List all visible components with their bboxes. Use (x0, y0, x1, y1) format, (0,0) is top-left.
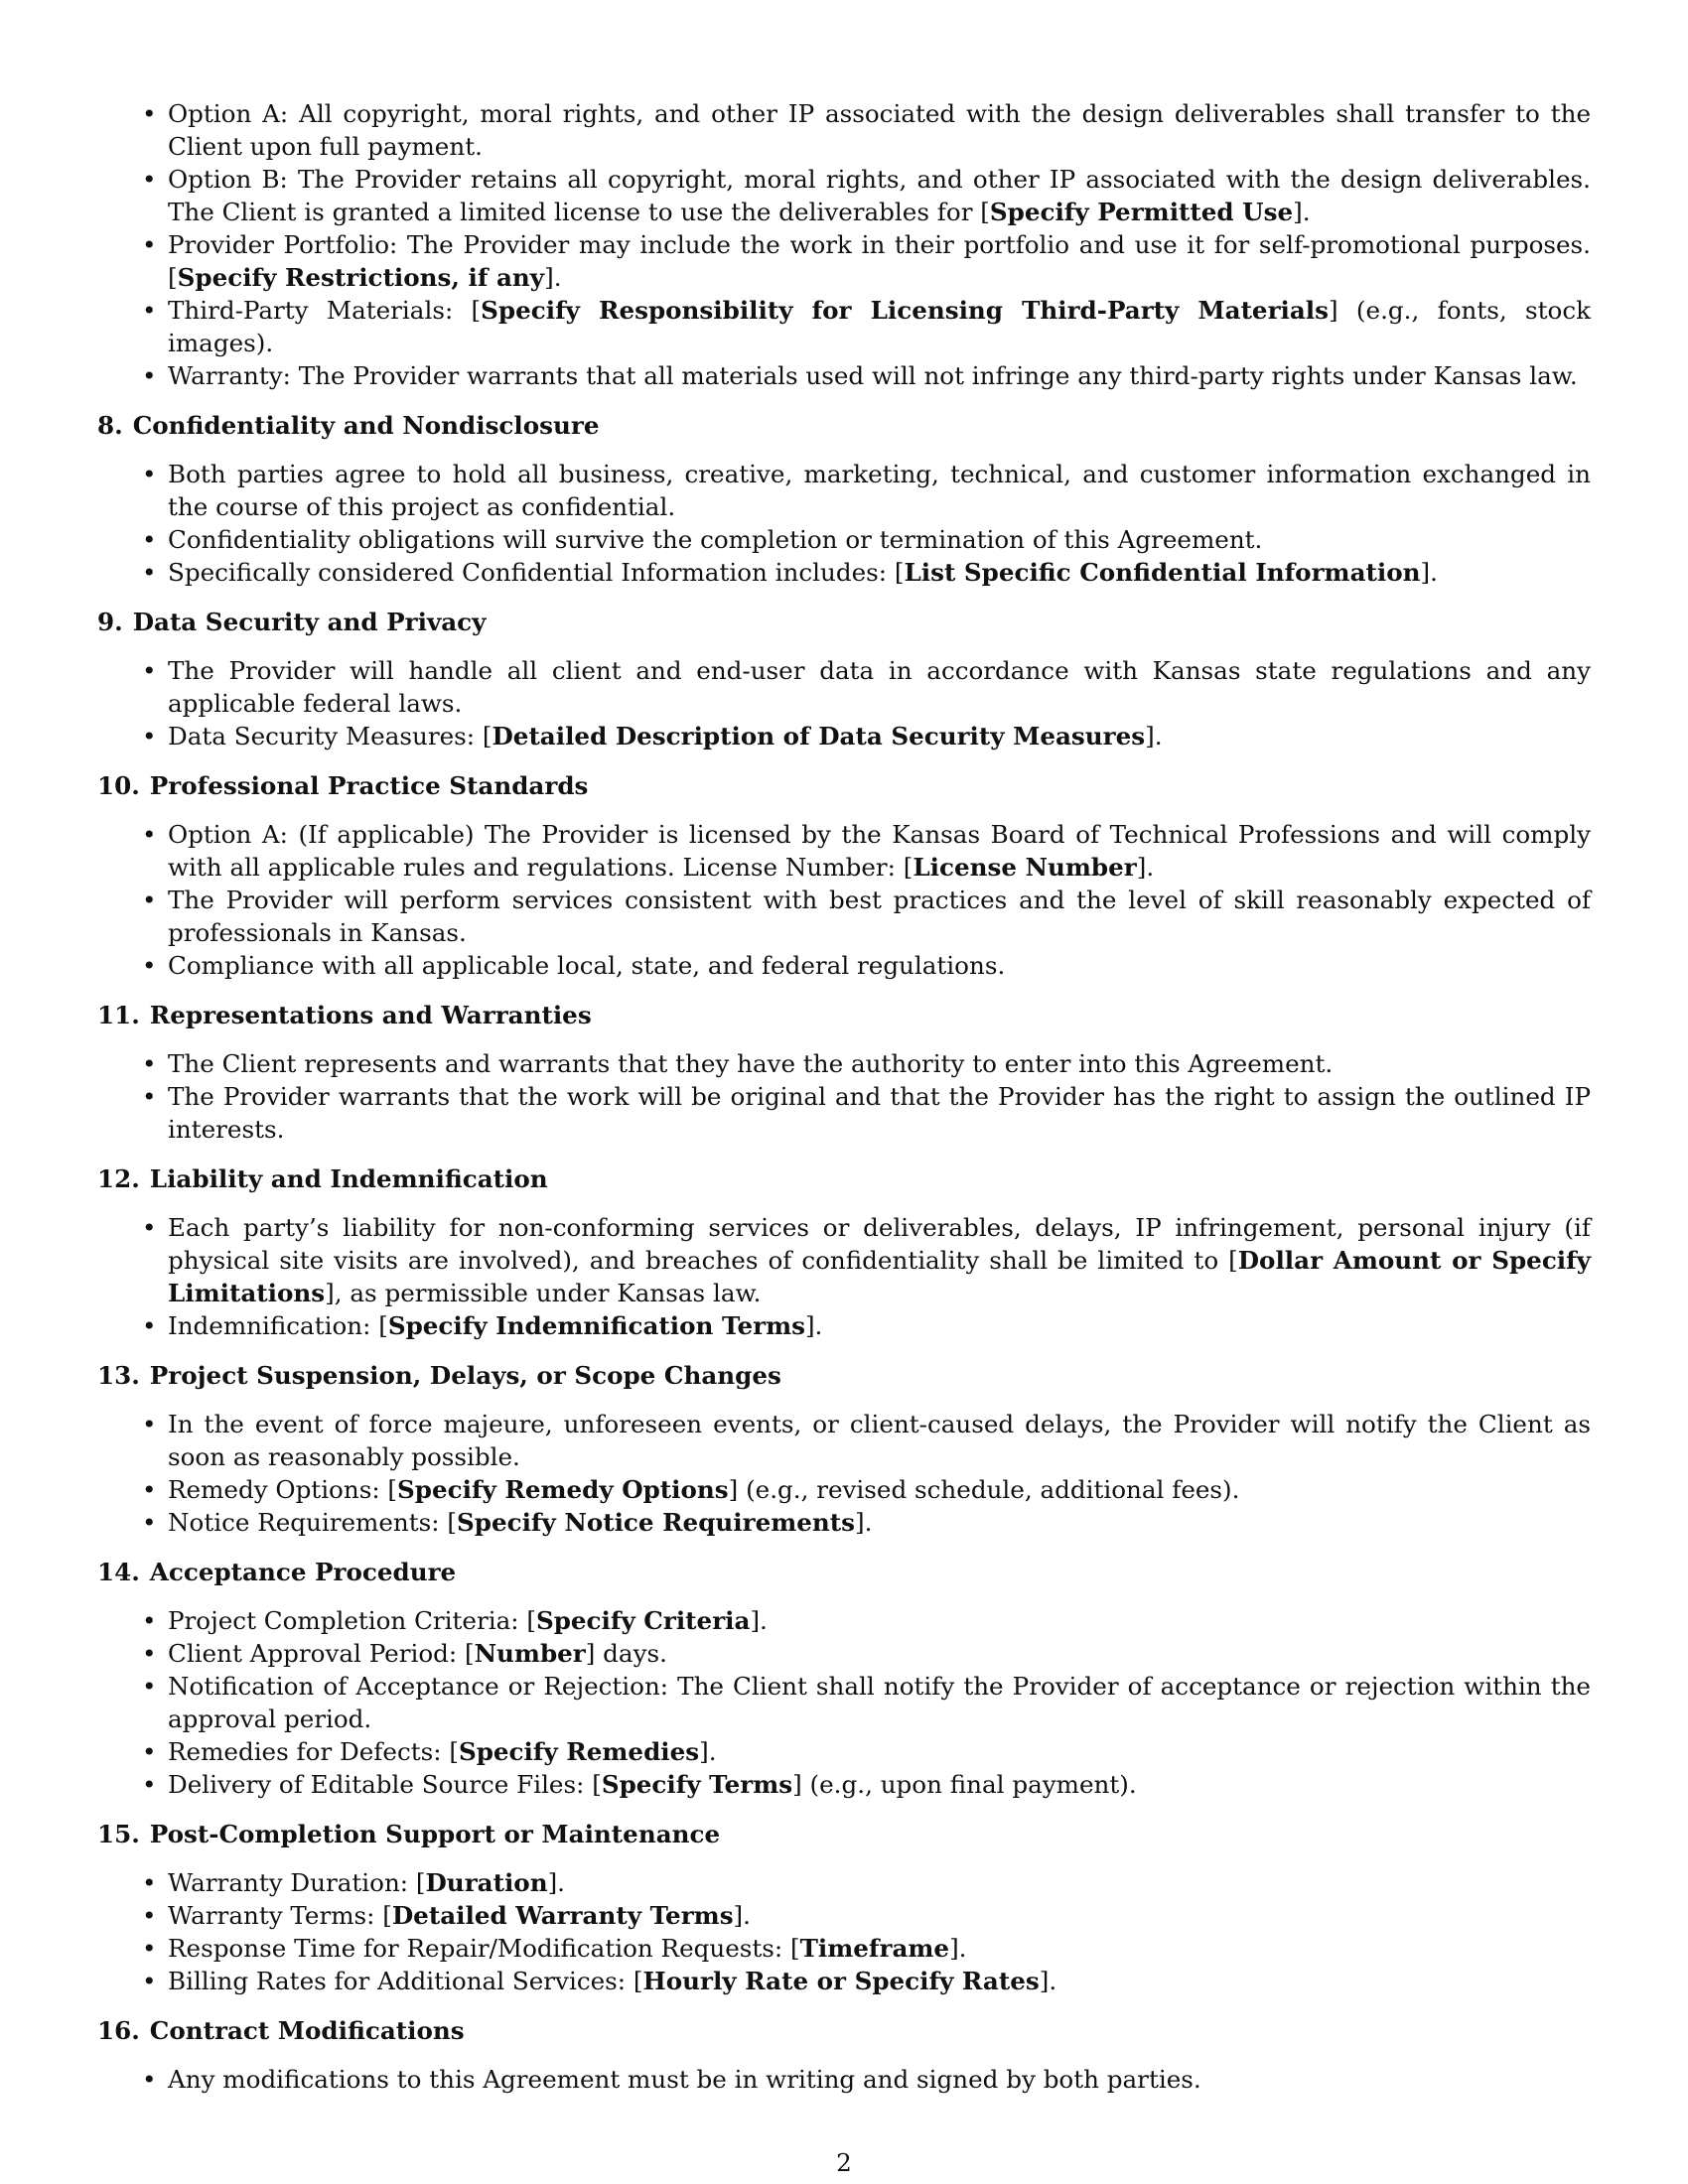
item-text: Notice Requirements: [ (168, 1508, 457, 1537)
placeholder-field: Specify Responsibility for Licensing Third-Party Materials (481, 296, 1329, 325)
section-number: 16. (97, 2016, 140, 2045)
item-text: Provider Portfolio: The Provider may include the work in their portfolio and use it for self-promotional purposes. [ (168, 230, 1591, 292)
section-title: Acceptance Procedure (149, 1558, 457, 1586)
placeholder-field: Hourly Rate or Specify Rates (642, 1967, 1040, 1995)
list-item (97, 1473, 1591, 1506)
section-heading (97, 999, 1591, 1031)
section-heading (97, 769, 1591, 802)
list-item (97, 2063, 1591, 2096)
section-title: Professional Practice Standards (149, 771, 589, 800)
item-text: Remedies for Defects: [ (168, 1737, 459, 1766)
item-text: Third-Party Materials: [ (168, 296, 482, 325)
placeholder-field: Specify Remedies (458, 1737, 700, 1766)
section-bullet-list (97, 1604, 1591, 1801)
section-title: Contract Modifications (149, 2016, 465, 2045)
item-text: ]. (804, 1311, 823, 1340)
section-bullet-list (97, 1211, 1591, 1342)
placeholder-field: Detailed Warranty Terms (391, 1901, 734, 1930)
section-number: 9. (97, 608, 123, 636)
placeholder-field: Specify Indemnification Terms (387, 1311, 805, 1340)
section-number: 13. (97, 1361, 140, 1390)
list-item (97, 1080, 1591, 1146)
list-item (97, 1211, 1591, 1309)
section-heading (97, 1556, 1591, 1588)
item-text: Response Time for Repair/Modification Requests: [ (168, 1934, 800, 1963)
section-title: Project Suspension, Delays, or Scope Changes (149, 1361, 781, 1390)
intro-bullet-list (97, 97, 1591, 392)
document-body (97, 97, 1591, 2096)
list-item (97, 523, 1591, 556)
item-text: Option A: All copyright, moral rights, and other IP associated with the design deliverables shall transfer to the Client upon full payment. (168, 99, 1591, 161)
section-bullet-list (97, 654, 1591, 752)
section-heading (97, 1359, 1591, 1392)
item-text: ]. (750, 1606, 768, 1635)
list-item (97, 1866, 1591, 1899)
section-number: 12. (97, 1164, 140, 1193)
item-text: The Client represents and warrants that they have the authority to enter into this Agreement. (168, 1049, 1334, 1078)
item-text: ]. (1136, 853, 1155, 882)
item-text: ]. (547, 1868, 565, 1897)
item-text: ]. (733, 1901, 751, 1930)
placeholder-field: License Number (913, 853, 1137, 882)
list-item (97, 1735, 1591, 1768)
section-heading (97, 606, 1591, 638)
list-item (97, 720, 1591, 752)
placeholder-field: Specify Notice Requirements (456, 1508, 855, 1537)
item-text: Client Approval Period: [ (168, 1639, 475, 1668)
item-text: ]. (949, 1934, 967, 1963)
section-heading (97, 1818, 1591, 1850)
list-item (97, 97, 1591, 163)
item-text: Remedy Options: [ (168, 1475, 398, 1504)
list-item (97, 294, 1591, 359)
section-number: 8. (97, 411, 123, 440)
section-bullet-list (97, 1047, 1591, 1146)
placeholder-field: Dollar Amount or Specify Limitations (168, 1246, 1592, 1307)
section-heading (97, 409, 1591, 442)
section-number: 11. (97, 1001, 140, 1029)
list-item (97, 1768, 1591, 1801)
list-item (97, 1604, 1591, 1637)
list-item (97, 1309, 1591, 1342)
list-item (97, 556, 1591, 589)
list-item (97, 1670, 1591, 1735)
section-bullet-list (97, 2063, 1591, 2096)
placeholder-field: Specify Terms (601, 1770, 793, 1799)
item-text: Warranty Duration: [ (168, 1868, 426, 1897)
item-text: Delivery of Editable Source Files: [ (168, 1770, 602, 1799)
placeholder-field: Number (474, 1639, 586, 1668)
placeholder-field: Specify Permitted Use (989, 198, 1294, 226)
item-text: ] (e.g., revised schedule, additional fees). (728, 1475, 1240, 1504)
list-item (97, 949, 1591, 982)
item-text: ]. (1039, 1967, 1057, 1995)
list-item (97, 1965, 1591, 1997)
item-text: ]. (699, 1737, 717, 1766)
item-text: The Provider will handle all client and end-user data in accordance with Kansas state regulations and any applicable federal laws. (168, 656, 1591, 718)
section-title: Representations and Warranties (149, 1001, 592, 1029)
item-text: ]. (544, 263, 562, 292)
item-text: Each party’s liability for non-conforming services or deliverables, delays, IP infringement, personal injury (if physical site visits are involved), and breaches of confidentiality shall be limited to [ (168, 1213, 1591, 1275)
item-text: The Provider warrants that the work will be original and that the Provider has the right to assign the outlined IP interests. (168, 1082, 1591, 1144)
item-text: ]. (1145, 722, 1163, 751)
item-text: In the event of force majeure, unforeseen events, or client-caused delays, the Provider will notify the Client as soon as reasonably possible. (168, 1410, 1591, 1471)
item-text: Option A: (If applicable) The Provider is licensed by the Kansas Board of Technical Professions and will comply with all applicable rules and regulations. License Number: [ (168, 820, 1591, 882)
section-title: Confidentiality and Nondisclosure (132, 411, 600, 440)
list-item (97, 654, 1591, 720)
section-number: 15. (97, 1820, 140, 1848)
section-heading (97, 1162, 1591, 1195)
section-number: 10. (97, 771, 140, 800)
section-bullet-list (97, 1866, 1591, 1997)
item-text: Project Completion Criteria: [ (168, 1606, 536, 1635)
list-item (97, 1506, 1591, 1539)
item-text: Warranty Terms: [ (168, 1901, 392, 1930)
item-text: Both parties agree to hold all business, creative, marketing, technical, and customer information exchanged in the course of this project as confidential. (168, 460, 1591, 521)
item-text: Option B: The Provider retains all copyright, moral rights, and other IP associated with the design deliverables. The Client is granted a limited license to use the deliverables for [ (168, 165, 1591, 226)
item-text: Confidentiality obligations will survive the completion or termination of this Agreement. (168, 525, 1263, 554)
item-text: Specifically considered Confidential Information includes: [ (168, 558, 905, 587)
list-item (97, 1637, 1591, 1670)
item-text: Notification of Acceptance or Rejection: The Client shall notify the Provider of acceptance or rejection within the approval period. (168, 1672, 1591, 1733)
list-item (97, 228, 1591, 294)
section-heading (97, 2014, 1591, 2047)
page-number: 2 (836, 2148, 852, 2177)
section-bullet-list (97, 458, 1591, 589)
item-text: ] (e.g., upon final payment). (792, 1770, 1137, 1799)
item-text: Indemnification: [ (168, 1311, 388, 1340)
list-item (97, 458, 1591, 523)
section-title: Data Security and Privacy (132, 608, 487, 636)
list-item (97, 359, 1591, 392)
placeholder-field: Specify Restrictions, if any (177, 263, 545, 292)
list-item (97, 818, 1591, 884)
item-text: ] (e.g., fonts, stock images). (168, 296, 1591, 357)
section-bullet-list (97, 1408, 1591, 1539)
sections-container (97, 409, 1591, 2096)
item-text: ]. (854, 1508, 873, 1537)
section-title: Post-Completion Support or Maintenance (149, 1820, 721, 1848)
item-text: The Provider will perform services consistent with best practices and the level of skill reasonably expected of professionals in Kansas. (168, 886, 1591, 947)
placeholder-field: Duration (425, 1868, 548, 1897)
placeholder-field: Specify Criteria (535, 1606, 751, 1635)
item-text: Data Security Measures: [ (168, 722, 492, 751)
section-bullet-list (97, 818, 1591, 982)
item-text: ] days. (585, 1639, 667, 1668)
item-text: Billing Rates for Additional Services: [ (168, 1967, 643, 1995)
list-item (97, 1047, 1591, 1080)
section-title: Liability and Indemnification (149, 1164, 548, 1193)
list-item (97, 163, 1591, 228)
item-text: ], as permissible under Kansas law. (325, 1279, 762, 1307)
item-text: ]. (1293, 198, 1311, 226)
placeholder-field: Detailed Description of Data Security Measures (492, 722, 1146, 751)
placeholder-field: Specify Remedy Options (397, 1475, 729, 1504)
list-item (97, 1932, 1591, 1965)
section-number: 14. (97, 1558, 140, 1586)
list-item (97, 1899, 1591, 1932)
placeholder-field: List Specific Confidential Information (904, 558, 1421, 587)
item-text: ]. (1420, 558, 1438, 587)
item-text: Any modifications to this Agreement must be in writing and signed by both parties. (168, 2065, 1201, 2094)
placeholder-field: Timeframe (799, 1934, 950, 1963)
item-text: Warranty: The Provider warrants that all materials used will not infringe any third-party rights under Kansas law. (168, 361, 1578, 390)
list-item (97, 884, 1591, 949)
list-item (97, 1408, 1591, 1473)
item-text: Compliance with all applicable local, state, and federal regulations. (168, 951, 1006, 980)
